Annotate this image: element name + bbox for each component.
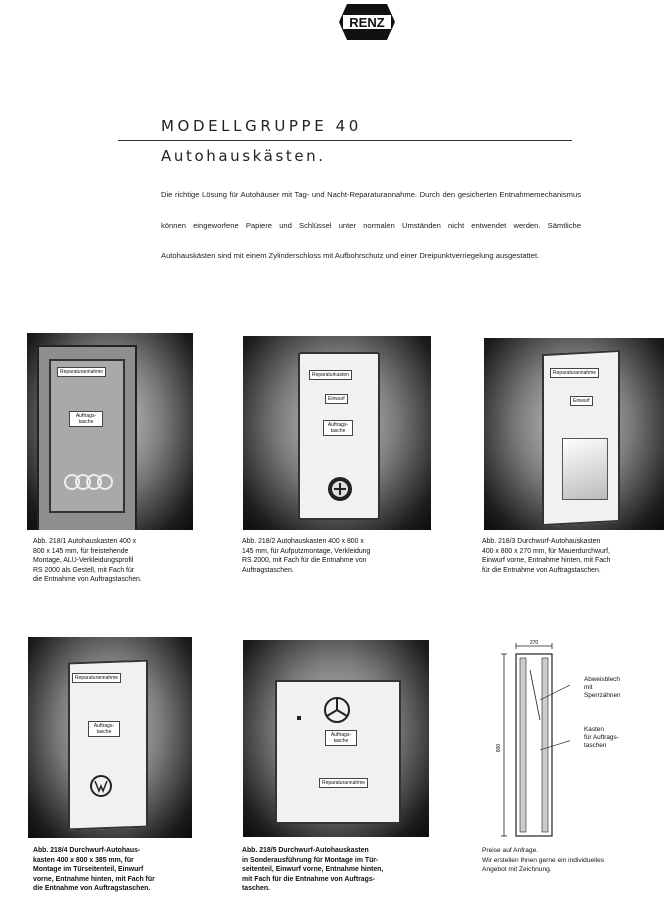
- panel-label: Auftrags-tasche: [88, 721, 120, 737]
- vw-logo-icon: [90, 775, 112, 797]
- caption-line: Abb. 218/2 Autohauskasten 400 x 800 x: [242, 538, 364, 545]
- diagram-label-line: Kasten: [584, 726, 604, 733]
- panel-label: Auftrags-tasche: [69, 411, 103, 427]
- caption-line: Preise auf Anfrage.: [482, 847, 539, 854]
- panel-label: Einwurf: [570, 396, 593, 406]
- caption-line: Angebot mit Zeichnung.: [482, 866, 552, 874]
- caption-line: Abb. 218/1 Autohauskasten 400 x: [33, 538, 137, 545]
- panel-label: Reparaturannahme: [319, 778, 368, 788]
- renz-logo-hexagon: [337, 2, 397, 42]
- title-rule: [118, 140, 572, 141]
- diagram-label-line: taschen: [584, 742, 607, 749]
- product-photo-5: [243, 640, 429, 837]
- panel-label: Auftrags-tasche: [325, 730, 357, 746]
- panel-label: Auftrags-tasche: [323, 420, 353, 436]
- product-photo-4: [28, 637, 192, 838]
- caption-line: Auftragstaschen.: [242, 566, 294, 574]
- caption-line: in Sonderausführung für Montage im Tür-: [242, 856, 379, 864]
- caption-line: RS 2000, mit Fach für die Entnahme von: [242, 557, 367, 565]
- product-caption-5: [242, 846, 383, 894]
- caption-line: Wir erstellen Ihnen gerne ein individuelles: [482, 856, 605, 864]
- caption-line: seitenteil, Einwurf vorne, Entnahme hinten,: [242, 866, 384, 874]
- caption-line: für die Entnahme von Auftragstaschen.: [482, 566, 601, 574]
- cross-section-diagram: [490, 640, 660, 840]
- caption-line: Abb. 218/3 Durchwurf-Autohauskasten: [482, 538, 601, 545]
- product-caption-4: [33, 846, 155, 894]
- caption-line: 800 x 145 mm, für freistehende: [33, 547, 129, 555]
- caption-line: taschen.: [242, 885, 270, 893]
- caption-line: mit Fach für die Entnahme von Auftrags-: [242, 875, 375, 883]
- diagram-label-deflector: [584, 676, 621, 700]
- product-caption-3: [482, 537, 610, 575]
- diagram-label-line: für Auftrags-: [584, 734, 619, 741]
- diagram-label-line: Abweisblech: [584, 676, 620, 683]
- diagram-label-line: Sperrzähnen: [584, 692, 621, 699]
- caption-line: Abb. 218/4 Durchwurf-Autohaus-: [33, 847, 141, 854]
- caption-line: die Entnahme von Auftragstaschen.: [33, 885, 151, 893]
- price-note: [482, 846, 604, 875]
- product-photo-1: [27, 333, 193, 530]
- panel-label: Reparaturkasten: [309, 370, 352, 380]
- through-slot: [562, 438, 608, 500]
- dimension-top-label: 270: [529, 640, 539, 646]
- star-emblem-icon: [323, 696, 351, 724]
- dimension-side-label: 800: [496, 743, 502, 753]
- series-title: MODELLGRUPPE 40: [161, 117, 362, 135]
- caption-line: RS 2000 als Gestell, mit Fach für: [33, 566, 135, 574]
- caption-line: 145 mm, für Aufputzmontage, Verkleidung: [242, 547, 371, 555]
- renz-logo: [337, 2, 397, 42]
- product-photo-3: [484, 338, 664, 530]
- product-caption-2: [242, 537, 370, 575]
- brand-name: RENZ: [349, 15, 385, 30]
- product-photo-2: [243, 336, 431, 530]
- caption-line: Montage im Türseitenteil, Einwurf: [33, 866, 144, 874]
- panel-label: Reparaturannahme: [72, 673, 121, 683]
- product-caption-1: [33, 537, 142, 585]
- caption-line: kasten 400 x 800 x 385 mm, für: [33, 856, 134, 864]
- panel-label: Einwurf: [325, 394, 348, 404]
- slot-indicator: [297, 716, 301, 720]
- brand-emblem-icon: [327, 476, 353, 502]
- caption-line: die Entnahme von Auftragstaschen.: [33, 576, 142, 584]
- panel-label: Reparaturannahme: [57, 367, 106, 377]
- page-subtitle: Autohauskästen.: [161, 147, 326, 165]
- diagram-label-compartment: [584, 726, 619, 750]
- caption-line: Montage, ALU-Verkleidungsprofil: [33, 557, 134, 565]
- cross-section-drawing: [490, 640, 570, 840]
- caption-line: Abb. 218/5 Durchwurf-Autohauskasten: [242, 847, 369, 854]
- caption-line: 400 x 800 x 270 mm, für Mauerdurchwurf,: [482, 547, 610, 555]
- intro-paragraph: Die richtige Lösung für Autohäuser mit Tag- und Nacht-Reparaturannahme. Durch den gesicherten Entnahmemechanismus können eingeworfene Papiere und Schlüssel unter normalen Umständen nicht entwendet werden. Sämtliche Autohauskästen sind mit einem Zylinderschloss mit Aufbohrschutz und einer Dreipunktverriegelung ausgestattet.: [161, 190, 581, 260]
- four-rings-logo-icon: [63, 473, 115, 491]
- caption-line: Einwurf vorne, Entnahme hinten, mit Fach: [482, 557, 611, 565]
- panel-label: Reparaturannahme: [550, 368, 599, 378]
- caption-line: vorne, Entnahme hinten, mit Fach für: [33, 875, 155, 883]
- mailbox-front-panel: [68, 660, 148, 831]
- diagram-label-line: mit: [584, 684, 593, 691]
